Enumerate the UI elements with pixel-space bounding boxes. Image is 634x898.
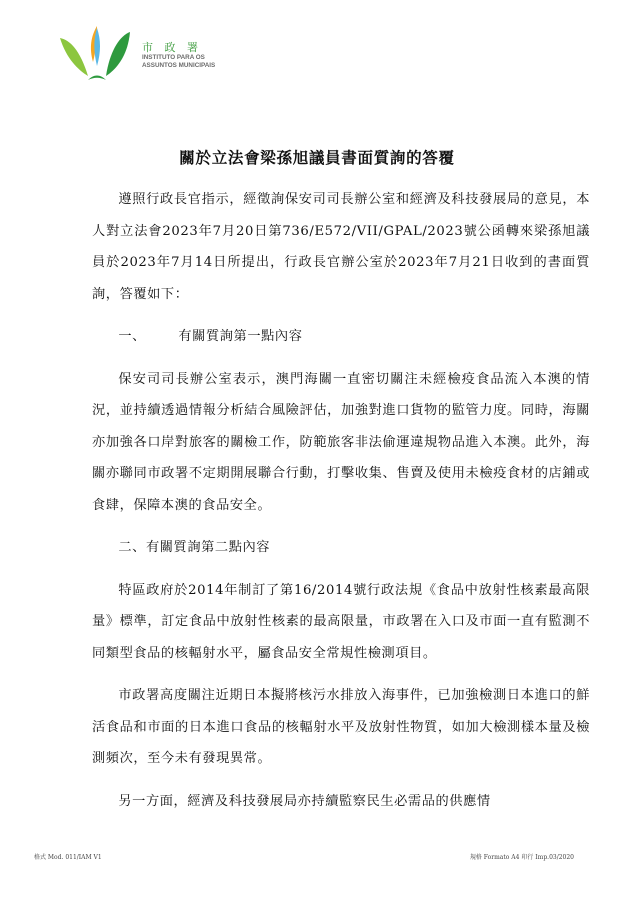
org-name-chinese: 市 政 署: [142, 41, 202, 54]
document-title: 關於立法會梁孫旭議員書面質詢的答覆: [179, 149, 455, 167]
section2-paragraph-2: 市政署高度關注近期日本擬將核污水排放入海事件，已加強檢測日本進口的鮮活食品和市面的日本進口食品的核輻射水平及放射性物質，如加大檢測樣本量及檢測頻次，至今未有發現異常。: [92, 688, 590, 766]
institute-logo: [58, 22, 233, 84]
section1-paragraph: 保安司司長辦公室表示，澳門海關一直密切關注未經檢疫食品流入本澳的情況，並持續透過情報分析結合風險評估，加強對進口貨物的監管力度。同時，海關亦加強各口岸對旅客的關檢工作，防範旅客非法偷運違規物品進入本澳。此外，海關亦聯同市政署不定期開展聯合行動，打擊收集、售賣及使用未檢疫食材的店鋪或食肆，保障本澳的食品安全。: [92, 371, 590, 513]
section1-number: 一、: [118, 329, 146, 344]
footer-format-info: 規格 Formato A4 印行 Imp.03/2020: [469, 854, 574, 861]
section2-paragraph-3: 另一方面，經濟及科技發展局亦持續監察民生必需品的供應情: [118, 793, 491, 809]
section1-heading-text: 有關質詢第一點內容: [178, 329, 303, 344]
org-name-portuguese: [142, 54, 215, 69]
org-name-portuguese-line2: ASSUNTOS MUNICIPAIS: [142, 61, 216, 69]
section2-heading: 二、有關質詢第二點內容: [118, 540, 271, 555]
section2-paragraph-1: 特區政府於2014年制訂了第16/2014號行政法規《食品中放射性核素最高限量》標準，訂定食品中放射性核素的最高限量，市政署在入口及市面一直有監測不同類型食品的核輻射水平，屬食品安全常規性檢測項目。: [92, 582, 590, 661]
logo-emblem-icon: [58, 22, 138, 84]
intro-paragraph: 遵照行政長官指示，經徵詢保安司司長辦公室和經濟及科技發展局的意見，本人對立法會2023年7月20日第736/E572/VII/GPAL/2023號公函轉來梁孫旭議員於2023年7月14日所提出，行政長官辦公室於2023年7月21日收到的書面質詢，答覆如下：: [92, 192, 590, 302]
section1-heading: [118, 321, 590, 353]
footer-form-code: 格式 Mod. 011/IAM V1: [34, 854, 102, 861]
org-name-portuguese-line1: INSTITUTO PARA OS: [142, 54, 205, 61]
document-body: [92, 184, 590, 828]
